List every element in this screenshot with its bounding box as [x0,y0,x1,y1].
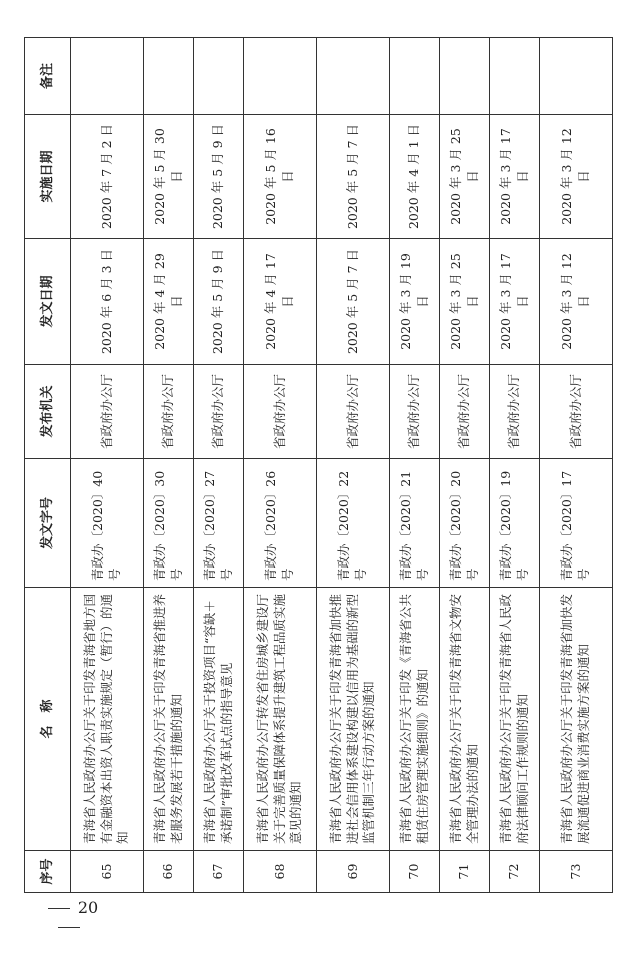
cell-name: 青海省人民政府办公厅关于印发青海省加快推进社会信用体系建设构建以信用为基础的新型监管机制三年行动方案的通知 [317,588,390,851]
cell-issue-date: 2020 年 3 月 25 日 [440,239,490,365]
cell-issue-date: 2020 年 4 月 29 日 [144,239,194,365]
cell-effective-date: 2020 年 5 月 30 日 [144,115,194,239]
cell-issue-date: 2020 年 3 月 19 日 [390,239,440,365]
cell-seq: 66 [144,851,194,893]
cell-doc-no: 青政办〔2020〕19 号 [490,459,540,588]
cell-issuer: 省政府办公厅 [317,365,390,459]
table-row [490,38,540,893]
table-row [317,38,390,893]
table-header-row [25,38,71,893]
table-row [390,38,440,893]
cell-effective-date: 2020 年 5 月 9 日 [194,115,244,239]
table-row [71,38,144,893]
cell-issuer: 省政府办公厅 [71,365,144,459]
cell-issuer: 省政府办公厅 [490,365,540,459]
cell-name: 青海省人民政府办公厅关于印发青海省人民政府法律顾问工作规则的通知 [490,588,540,851]
page-number-value: 20 [77,898,99,917]
cell-issue-date: 2020 年 6 月 3 日 [71,239,144,365]
cell-remarks [440,38,490,115]
cell-effective-date: 2020 年 5 月 7 日 [317,115,390,239]
cell-issuer: 省政府办公厅 [244,365,317,459]
cell-issuer: 省政府办公厅 [540,365,613,459]
cell-doc-no: 青政办〔2020〕22 号 [317,459,390,588]
cell-effective-date: 2020 年 4 月 1 日 [390,115,440,239]
cell-remarks [390,38,440,115]
cell-remarks [490,38,540,115]
cell-name: 青海省人民政府办公厅关于印发青海省文物安全管理办法的通知 [440,588,490,851]
cell-issue-date: 2020 年 5 月 7 日 [317,239,390,365]
table-row [244,38,317,893]
cell-doc-no: 青政办〔2020〕21 号 [390,459,440,588]
cell-seq: 67 [194,851,244,893]
cell-issue-date: 2020 年 3 月 17 日 [490,239,540,365]
cell-name: 青海省人民政府办公厅关于印发《青海省公共租赁住房管理实施细则》的通知 [390,588,440,851]
header-remarks: 备注 [25,38,71,115]
cell-effective-date: 2020 年 5 月 16 日 [244,115,317,239]
cell-name: 青海省人民政府办公厅转发省住房城乡建设厅关于完善质量保障体系提升建筑工程品质实施意见的通知 [244,588,317,851]
table-row [194,38,244,893]
header-issue-date: 发文日期 [25,239,71,365]
cell-issue-date: 2020 年 5 月 9 日 [194,239,244,365]
cell-seq: 70 [390,851,440,893]
page-number-dash-left [48,908,70,909]
cell-seq: 68 [244,851,317,893]
cell-remarks [244,38,317,115]
page-number [24,898,114,936]
cell-effective-date: 2020 年 3 月 12 日 [540,115,613,239]
cell-remarks [144,38,194,115]
cell-issuer: 省政府办公厅 [390,365,440,459]
cell-remarks [71,38,144,115]
cell-remarks [194,38,244,115]
regulations-table [24,37,613,893]
cell-effective-date: 2020 年 7 月 2 日 [71,115,144,239]
cell-issue-date: 2020 年 4 月 17 日 [244,239,317,365]
cell-doc-no: 青政办〔2020〕20 号 [440,459,490,588]
cell-doc-no: 青政办〔2020〕27 号 [194,459,244,588]
cell-doc-no: 青政办〔2020〕26 号 [244,459,317,588]
header-doc-no: 发文字号 [25,459,71,588]
cell-seq: 69 [317,851,390,893]
header-seq: 序号 [25,851,71,893]
cell-doc-no: 青政办〔2020〕30 号 [144,459,194,588]
cell-issuer: 省政府办公厅 [144,365,194,459]
cell-name: 青海省人民政府办公厅关于投资项目“容缺＋承诺制”审批改革试点的指导意见 [194,588,244,851]
cell-issue-date: 2020 年 3 月 12 日 [540,239,613,365]
cell-doc-no: 青政办〔2020〕40 号 [71,459,144,588]
table-row [540,38,613,893]
cell-remarks [317,38,390,115]
header-issuer: 发布机关 [25,365,71,459]
cell-effective-date: 2020 年 3 月 17 日 [490,115,540,239]
cell-seq: 71 [440,851,490,893]
cell-issuer: 省政府办公厅 [440,365,490,459]
cell-name: 青海省人民政府办公厅关于印发青海省加快发展流通促进商业消费实施方案的通知 [540,588,613,851]
header-effective-date: 实施日期 [25,115,71,239]
table-row [440,38,490,893]
cell-effective-date: 2020 年 3 月 25 日 [440,115,490,239]
cell-seq: 72 [490,851,540,893]
header-name: 名 称 [25,588,71,851]
cell-doc-no: 青政办〔2020〕17 号 [540,459,613,588]
cell-seq: 73 [540,851,613,893]
cell-seq: 65 [71,851,144,893]
cell-name: 青海省人民政府办公厅关于印发青海省地方国有金融资本出资人职责实施规定（暂行）的通知 [71,588,144,851]
cell-remarks [540,38,613,115]
cell-issuer: 省政府办公厅 [194,365,244,459]
table-row [144,38,194,893]
page-number-dash-right [58,927,80,928]
cell-name: 青海省人民政府办公厅关于印发青海省推进养老服务发展若干措施的通知 [144,588,194,851]
